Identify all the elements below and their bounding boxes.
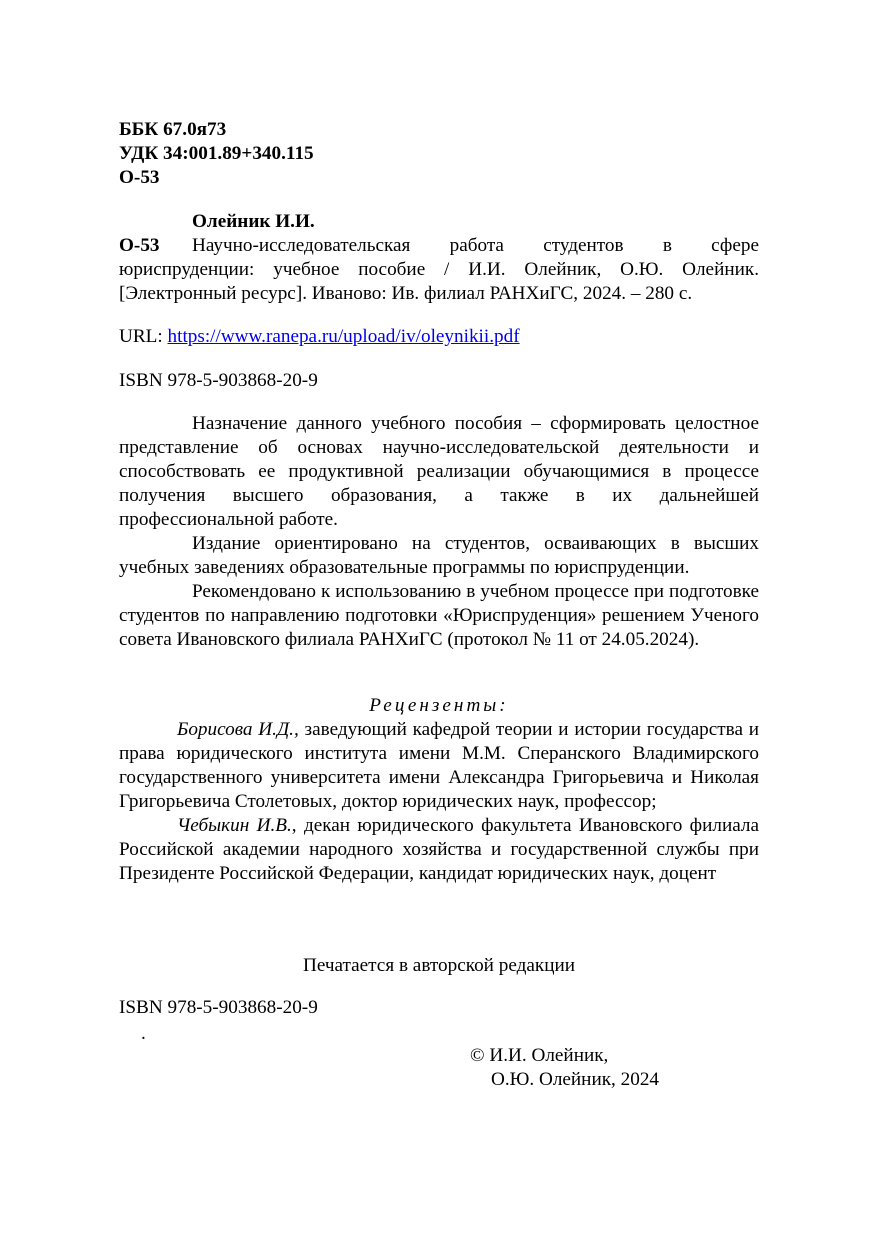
annotation-paragraph-1: Назначение данного учебного пособия – сформировать целостное представление об основах научно-исследовательской деятельности и способствовать ее продуктивной реализации обучающимися в процессе получения высшего образования, а также в их дальнейшей профессиональной работе. xyxy=(119,413,759,530)
reviewer-1-name: Борисова И.Д., xyxy=(177,719,299,740)
reviewer-1 xyxy=(119,718,759,814)
reviewer-2-name: Чебыкин И.В. xyxy=(177,815,292,836)
url-link[interactable]: https://www.ranepa.ru/upload/iv/oleynikii.pdf xyxy=(167,326,520,347)
print-note: Печатается в авторской редакции xyxy=(302,955,576,976)
url-label: URL: xyxy=(119,326,168,347)
bib-description xyxy=(119,234,759,306)
reviewer-2 xyxy=(119,814,759,886)
reviewers-heading: Рецензенты: xyxy=(369,695,509,716)
bbk-code: ББК 67.0я73 xyxy=(119,119,227,140)
bib-description-text: Научно-исследовательская работа студентов в сфере юриспруденции: учебное пособие / И.И. Олейник, О.Ю. Олейник. [Электронный ресурс]. Иваново: Ив. филиал РАНХиГС, 2024. – 280 с. xyxy=(119,235,759,304)
author-heading: Олейник И.И. xyxy=(192,211,315,232)
url-line xyxy=(119,325,759,349)
copyright-line-2: О.Ю. Олейник, 2024 xyxy=(491,1069,660,1090)
annotation-paragraph-2: Издание ориентировано на студентов, осваивающих в высших учебных заведениях образовательные программы по юриспруденции. xyxy=(119,533,759,578)
annotation-paragraph-3: Рекомендовано к использованию в учебном процессе при подготовке студентов по направлению подготовки «Юриспруденция» решением Ученого совета Ивановского филиала РАНХиГС (протокол № 11 от 24.05.2024). xyxy=(119,581,759,650)
stray-dot: . xyxy=(141,1023,146,1044)
classification-block xyxy=(119,118,759,190)
bib-record xyxy=(119,234,759,306)
annotation xyxy=(119,412,759,652)
author-mark: О-53 xyxy=(119,167,160,188)
isbn-bottom: ISBN 978-5-903868-20-9 xyxy=(119,997,318,1018)
udk-code: УДК 34:001.89+340.115 xyxy=(119,143,314,164)
reviewer-2-details: , декан юридического факультета Ивановского филиала Российской академии народного хозяйства и государственной службы при Президенте Российской Федерации, кандидат юридических наук, доцент xyxy=(119,815,759,884)
copyright-block xyxy=(470,1044,770,1092)
copyright-line-1: © И.И. Олейник, xyxy=(470,1045,609,1066)
reviewers-list xyxy=(119,718,759,886)
isbn-top: ISBN 978-5-903868-20-9 xyxy=(119,370,318,391)
bib-author-mark: О-53 xyxy=(119,235,160,256)
reviewer-1-details: заведующий кафедрой теории и истории государства и права юридического института имени М.М. Сперанского Владимирского государственного университета имени Александра Григорьевича и Николая Григорьевича Столетовых, доктор юридических наук, профессор; xyxy=(119,719,760,812)
